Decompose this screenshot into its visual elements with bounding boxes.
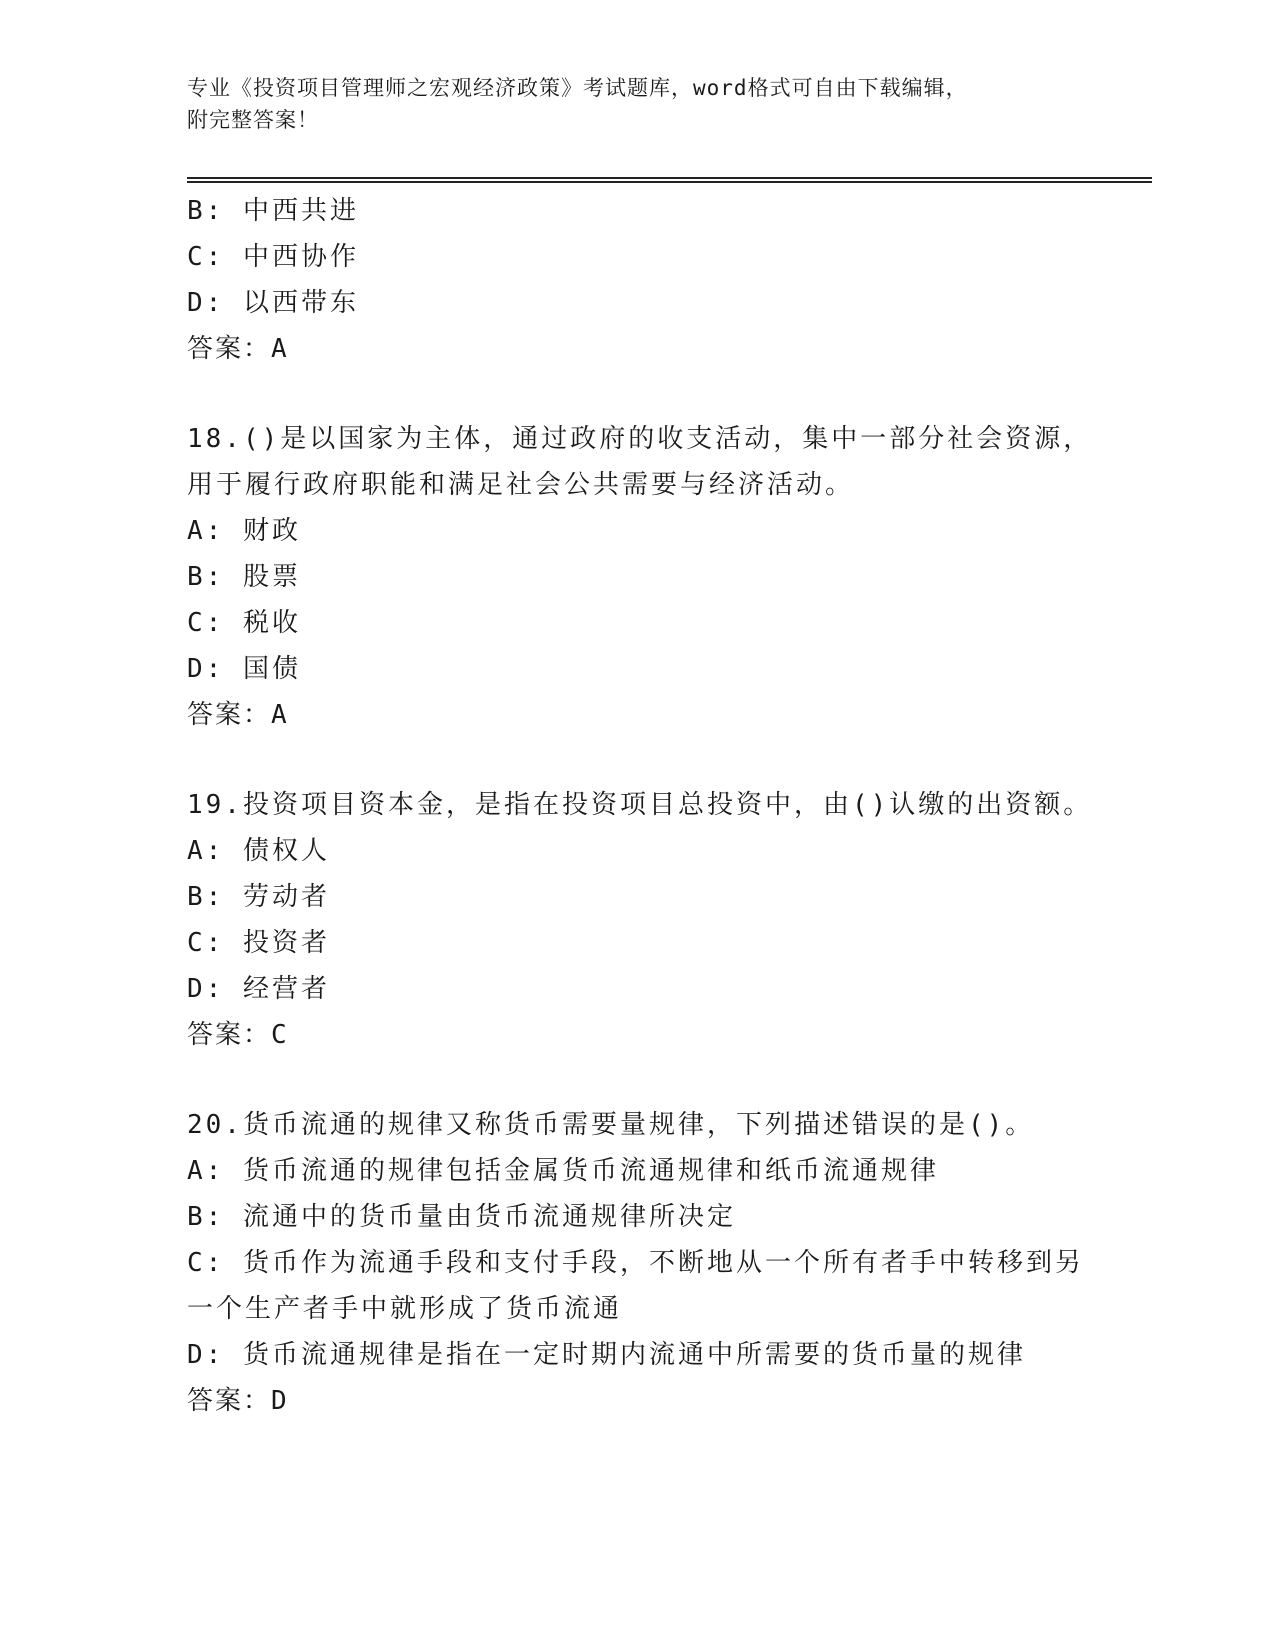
- header-title-line-2: 附完整答案！: [187, 108, 319, 132]
- question-19: [187, 782, 1093, 1058]
- option-c: C: 中西协作: [187, 242, 359, 272]
- question-20: [187, 1102, 1087, 1424]
- option-a: A: 货币流通的规律包括金属货币流通规律和纸币流通规律: [187, 1156, 939, 1186]
- option-b: B: 股票: [187, 562, 301, 592]
- question-text-line-1: 20.货币流通的规律又称货币需要量规律，下列描述错误的是()。: [187, 1110, 1035, 1140]
- option-c: C: 税收: [187, 608, 301, 638]
- option-b: B: 中西共进: [187, 196, 359, 226]
- answer-label: 答案：: [187, 1386, 272, 1416]
- question-17-continued: [187, 188, 1087, 372]
- header-divider: [187, 177, 1152, 182]
- option-a: A: 财政: [187, 516, 301, 546]
- option-d: D: 以西带东: [187, 288, 359, 318]
- option-a: A: 债权人: [187, 836, 330, 866]
- option-d: D: 经营者: [187, 974, 330, 1004]
- answer-line: [187, 692, 1087, 738]
- answer-line: [187, 1378, 1087, 1424]
- option-c: C: 货币作为流通手段和支付手段，不断地从一个所有者手中转移到另: [187, 1248, 1084, 1278]
- question-list: [187, 188, 1093, 1424]
- option-d: D: 国债: [187, 654, 301, 684]
- answer-label: 答案：: [187, 700, 272, 730]
- header-divider-inner-line: [187, 182, 1152, 183]
- option-d: D: 货币流通规律是指在一定时期内流通中所需要的货币量的规律: [187, 1340, 1026, 1370]
- option-b: B: 劳动者: [187, 882, 330, 912]
- question-text-line-1: 18.()是以国家为主体，通过政府的收支活动，集中一部分社会资源，: [187, 424, 1093, 454]
- question-text-line-2: 用于履行政府职能和满足社会公共需要与经济活动。: [187, 470, 855, 500]
- answer-line: [187, 326, 1087, 372]
- document-header: [187, 72, 1087, 136]
- answer-label: 答案：: [187, 1020, 272, 1050]
- answer-value: A: [271, 334, 289, 364]
- answer-line: [187, 1012, 1087, 1058]
- answer-value: C: [271, 1020, 289, 1050]
- answer-value: A: [271, 700, 289, 730]
- answer-value: D: [271, 1386, 289, 1416]
- option-c-continuation: 一个生产者手中就形成了货币流通: [187, 1294, 623, 1324]
- option-c: C: 投资者: [187, 928, 330, 958]
- question-18: [187, 416, 1093, 738]
- option-b: B: 流通中的货币量由货币流通规律所决定: [187, 1202, 736, 1232]
- question-text-line-1: 19.投资项目资本金，是指在投资项目总投资中，由()认缴的出资额。: [187, 790, 1093, 820]
- answer-label: 答案：: [187, 334, 272, 364]
- header-title-line-1: 专业《投资项目管理师之宏观经济政策》考试题库，word格式可自由下载编辑，: [187, 76, 968, 100]
